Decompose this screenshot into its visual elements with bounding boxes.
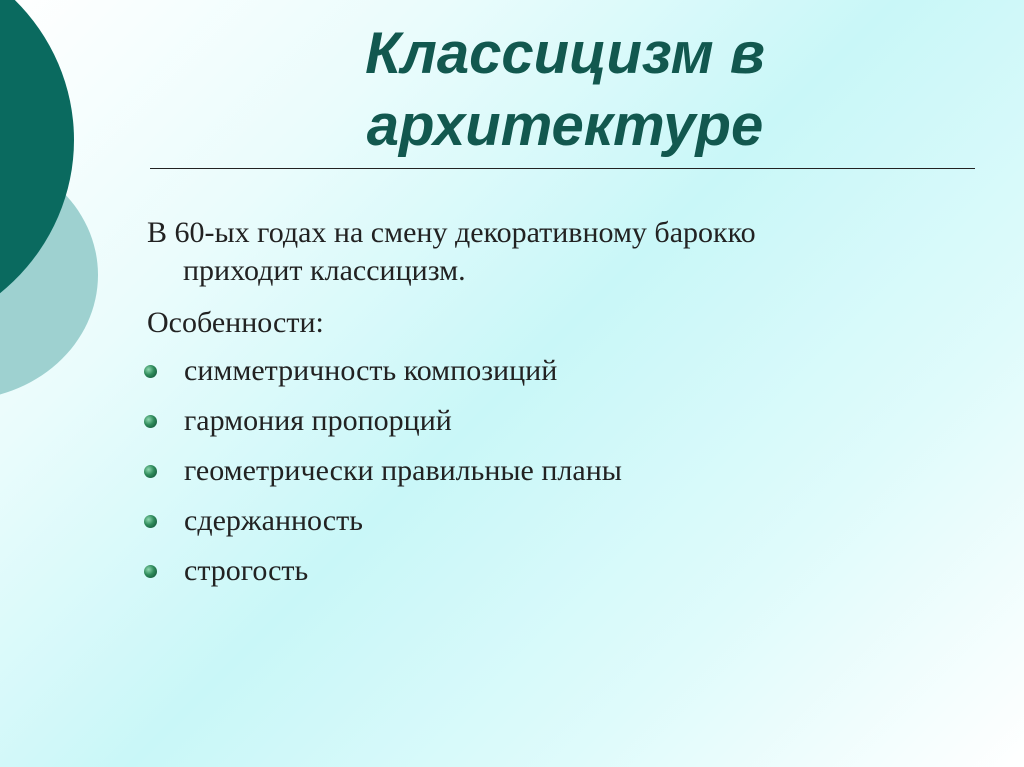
list-item [140, 502, 622, 552]
list-item-text: симметричность композиций [184, 354, 558, 387]
slide-title-line2: архитектуре [366, 93, 764, 158]
list-item [140, 352, 622, 402]
bullet-icon [144, 415, 157, 428]
bullet-icon [144, 365, 157, 378]
bullet-icon [144, 565, 157, 578]
slide-title [150, 18, 980, 162]
list-item [140, 402, 622, 452]
intro-line1: В 60-ых годах на смену декоративному барокко [147, 216, 756, 249]
list-item [140, 452, 622, 502]
features-label: Особенности: [147, 306, 324, 339]
bullet-icon [144, 515, 157, 528]
intro-line2: приходит классицизм. [183, 254, 466, 287]
list-item [140, 552, 622, 602]
list-item-text: геометрически правильные планы [184, 454, 622, 487]
title-divider [150, 168, 975, 169]
list-item-text: строгость [184, 554, 309, 587]
slide-title-line1: Классицизм в [365, 21, 765, 86]
intro-paragraph [147, 214, 907, 290]
bullet-icon [144, 465, 157, 478]
list-item-text: гармония пропорций [184, 404, 452, 437]
list-item-text: сдержанность [184, 504, 363, 537]
features-list [140, 352, 622, 602]
